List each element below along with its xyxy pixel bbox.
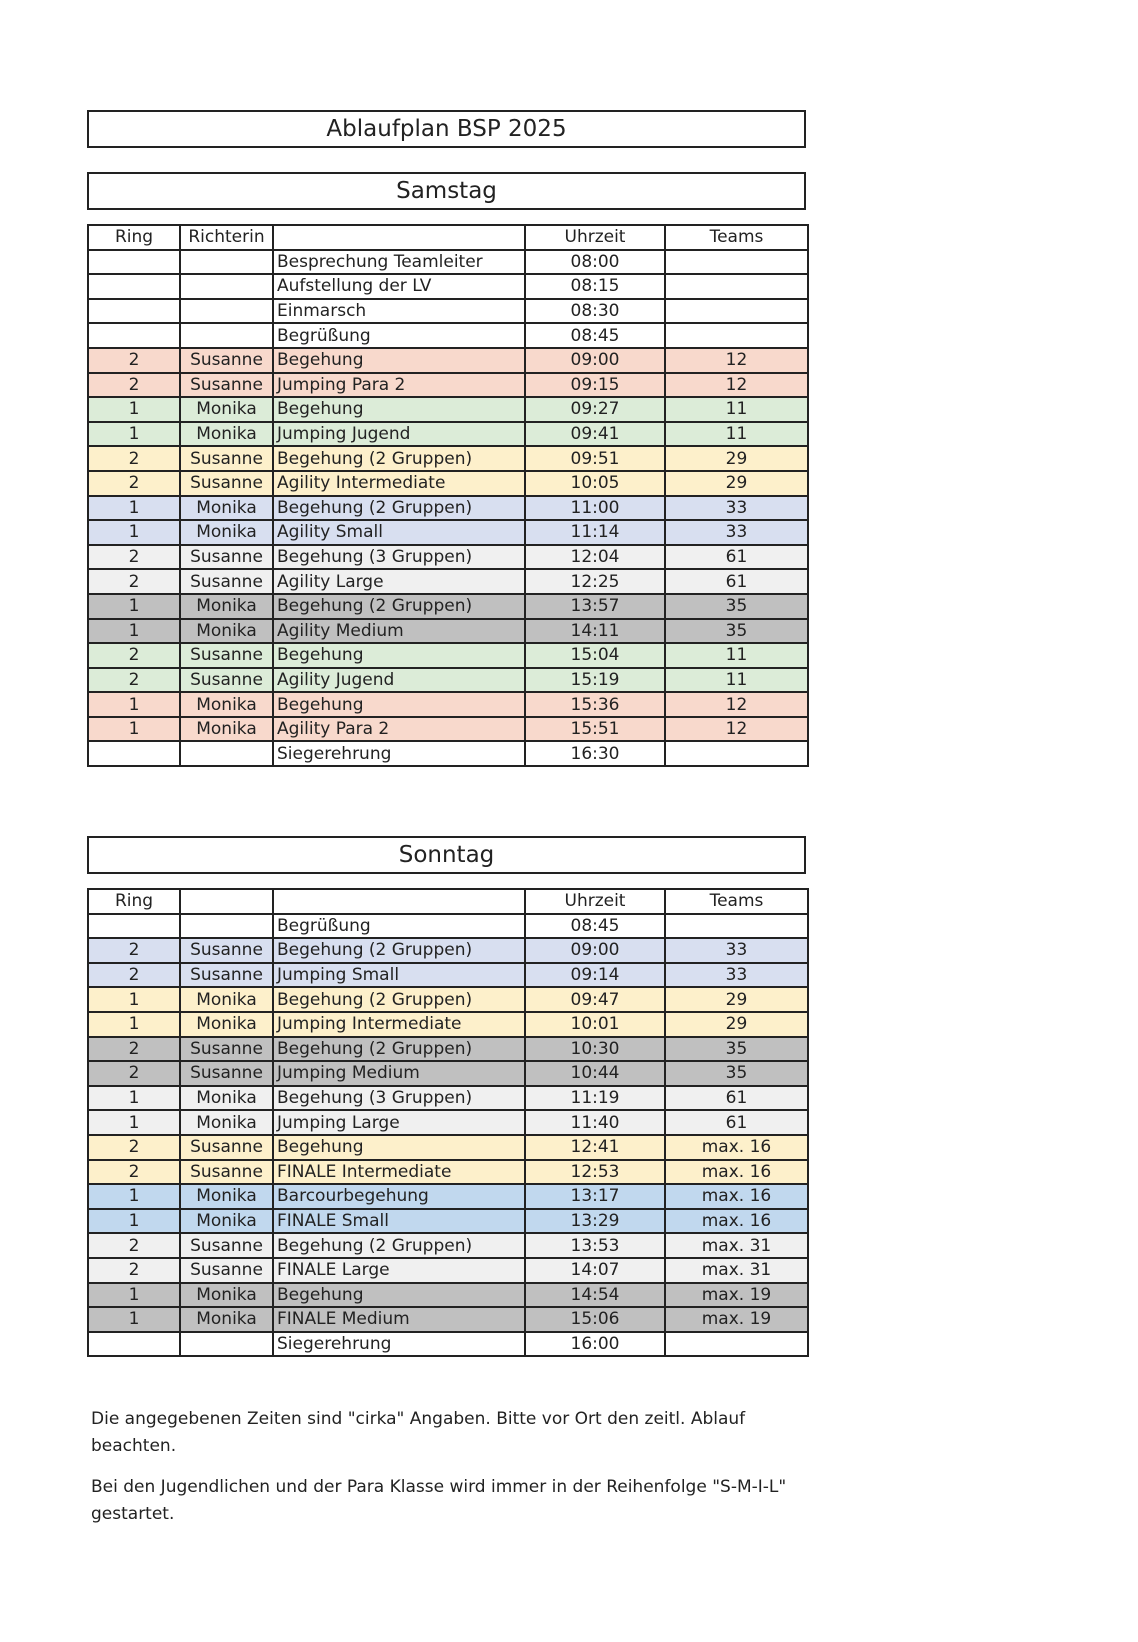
time-cell: 10:30: [525, 1037, 665, 1062]
teams-cell: max. 16: [665, 1160, 808, 1185]
teams-cell: 11: [665, 668, 808, 693]
judge-cell: Monika: [180, 520, 273, 545]
time-cell: 14:07: [525, 1258, 665, 1283]
table-row: [88, 668, 808, 693]
event-cell: Agility Medium: [273, 619, 525, 644]
teams-cell: 12: [665, 373, 808, 398]
event-cell: Begehung (2 Gruppen): [273, 594, 525, 619]
event-cell: Begehung (2 Gruppen): [273, 987, 525, 1012]
time-cell: 09:14: [525, 963, 665, 988]
table-row: [88, 1037, 808, 1062]
ring-cell: 2: [88, 938, 180, 963]
teams-cell: max. 16: [665, 1184, 808, 1209]
event-cell: Begrüßung: [273, 323, 525, 348]
table-row: [88, 938, 808, 963]
table-row: [88, 496, 808, 521]
event-cell: Agility Jugend: [273, 668, 525, 693]
judge-cell: [180, 274, 273, 299]
teams-cell: 33: [665, 496, 808, 521]
time-cell: 08:00: [525, 250, 665, 275]
ring-cell: 2: [88, 1233, 180, 1258]
table-row: [88, 299, 808, 324]
judge-cell: [180, 1332, 273, 1357]
header-time: Uhrzeit: [525, 225, 665, 250]
event-cell: Agility Intermediate: [273, 471, 525, 496]
header-event: [273, 889, 525, 914]
ring-cell: 1: [88, 1110, 180, 1135]
table-row: [88, 1283, 808, 1308]
teams-cell: 61: [665, 1086, 808, 1111]
judge-cell: Monika: [180, 1086, 273, 1111]
judge-cell: Monika: [180, 397, 273, 422]
event-cell: Begehung (2 Gruppen): [273, 1037, 525, 1062]
time-cell: 09:00: [525, 938, 665, 963]
time-cell: 09:51: [525, 446, 665, 471]
table-row: [88, 1110, 808, 1135]
event-cell: Begehung (2 Gruppen): [273, 1233, 525, 1258]
event-cell: Siegerehrung: [273, 741, 525, 766]
teams-cell: 12: [665, 692, 808, 717]
event-cell: Begrüßung: [273, 914, 525, 939]
teams-cell: 12: [665, 348, 808, 373]
ring-cell: 2: [88, 668, 180, 693]
judge-cell: Susanne: [180, 1061, 273, 1086]
teams-cell: 11: [665, 643, 808, 668]
header-ring: Ring: [88, 225, 180, 250]
time-cell: 10:44: [525, 1061, 665, 1086]
teams-cell: 11: [665, 397, 808, 422]
teams-cell: [665, 914, 808, 939]
ring-cell: [88, 299, 180, 324]
table-row: [88, 1184, 808, 1209]
judge-cell: Monika: [180, 987, 273, 1012]
time-cell: 16:30: [525, 741, 665, 766]
teams-cell: [665, 274, 808, 299]
ring-cell: 2: [88, 373, 180, 398]
time-cell: 14:11: [525, 619, 665, 644]
header-time: Uhrzeit: [525, 889, 665, 914]
ring-cell: 2: [88, 471, 180, 496]
header-teams: Teams: [665, 225, 808, 250]
teams-cell: [665, 741, 808, 766]
event-cell: FINALE Medium: [273, 1307, 525, 1332]
event-cell: Begehung (2 Gruppen): [273, 446, 525, 471]
sunday-title: Sonntag: [87, 836, 806, 874]
time-cell: 08:45: [525, 323, 665, 348]
table-header-row: [88, 889, 808, 914]
ring-cell: 1: [88, 496, 180, 521]
teams-cell: max. 19: [665, 1307, 808, 1332]
time-cell: 13:53: [525, 1233, 665, 1258]
teams-cell: 29: [665, 471, 808, 496]
event-cell: Aufstellung der LV: [273, 274, 525, 299]
judge-cell: Susanne: [180, 545, 273, 570]
time-cell: 08:30: [525, 299, 665, 324]
teams-cell: max. 31: [665, 1258, 808, 1283]
judge-cell: Monika: [180, 717, 273, 742]
teams-cell: max. 16: [665, 1135, 808, 1160]
time-cell: 15:04: [525, 643, 665, 668]
judge-cell: Susanne: [180, 471, 273, 496]
event-cell: Agility Large: [273, 569, 525, 594]
header-judge: [180, 889, 273, 914]
teams-cell: [665, 323, 808, 348]
sunday-schedule-body: [88, 889, 808, 1356]
ring-cell: [88, 1332, 180, 1357]
time-cell: 15:51: [525, 717, 665, 742]
ring-cell: 2: [88, 545, 180, 570]
table-row: [88, 987, 808, 1012]
teams-cell: 33: [665, 938, 808, 963]
saturday-title: Samstag: [87, 172, 806, 210]
time-cell: 16:00: [525, 1332, 665, 1357]
event-cell: Agility Para 2: [273, 717, 525, 742]
ring-cell: 1: [88, 717, 180, 742]
event-cell: Jumping Small: [273, 963, 525, 988]
table-row: [88, 1332, 808, 1357]
document-title: Ablaufplan BSP 2025: [87, 110, 806, 148]
table-row: [88, 1307, 808, 1332]
table-row: [88, 397, 808, 422]
event-cell: Begehung: [273, 643, 525, 668]
time-cell: 09:27: [525, 397, 665, 422]
teams-cell: 61: [665, 569, 808, 594]
table-row: [88, 274, 808, 299]
teams-cell: 61: [665, 1110, 808, 1135]
judge-cell: Monika: [180, 619, 273, 644]
event-cell: Begehung (3 Gruppen): [273, 545, 525, 570]
judge-cell: Susanne: [180, 643, 273, 668]
judge-cell: Susanne: [180, 1160, 273, 1185]
table-row: [88, 1086, 808, 1111]
table-row: [88, 545, 808, 570]
ring-cell: 2: [88, 1258, 180, 1283]
table-row: [88, 446, 808, 471]
ring-cell: [88, 741, 180, 766]
judge-cell: Monika: [180, 1307, 273, 1332]
header-event: [273, 225, 525, 250]
teams-cell: 35: [665, 1061, 808, 1086]
event-cell: Siegerehrung: [273, 1332, 525, 1357]
time-cell: 10:05: [525, 471, 665, 496]
teams-cell: [665, 299, 808, 324]
ring-cell: 1: [88, 1209, 180, 1234]
event-cell: Agility Small: [273, 520, 525, 545]
ring-cell: 1: [88, 594, 180, 619]
ring-cell: 2: [88, 963, 180, 988]
event-cell: Besprechung Teamleiter: [273, 250, 525, 275]
table-row: [88, 348, 808, 373]
teams-cell: max. 16: [665, 1209, 808, 1234]
event-cell: Begehung: [273, 692, 525, 717]
time-cell: 09:41: [525, 422, 665, 447]
event-cell: Jumping Para 2: [273, 373, 525, 398]
time-cell: 13:17: [525, 1184, 665, 1209]
ring-cell: 1: [88, 520, 180, 545]
table-row: [88, 250, 808, 275]
time-cell: 12:53: [525, 1160, 665, 1185]
ring-cell: 2: [88, 569, 180, 594]
judge-cell: Susanne: [180, 1258, 273, 1283]
event-cell: Begehung (2 Gruppen): [273, 938, 525, 963]
ring-cell: 1: [88, 397, 180, 422]
teams-cell: 12: [665, 717, 808, 742]
teams-cell: 29: [665, 987, 808, 1012]
ring-cell: 1: [88, 692, 180, 717]
table-row: [88, 914, 808, 939]
judge-cell: Susanne: [180, 1037, 273, 1062]
time-cell: 14:54: [525, 1283, 665, 1308]
judge-cell: Monika: [180, 1209, 273, 1234]
event-cell: Begehung: [273, 1283, 525, 1308]
time-cell: 08:15: [525, 274, 665, 299]
time-cell: 13:57: [525, 594, 665, 619]
table-row: [88, 373, 808, 398]
header-ring: Ring: [88, 889, 180, 914]
ring-cell: [88, 250, 180, 275]
time-cell: 09:47: [525, 987, 665, 1012]
teams-cell: 61: [665, 545, 808, 570]
event-cell: FINALE Large: [273, 1258, 525, 1283]
table-row: [88, 471, 808, 496]
time-cell: 11:19: [525, 1086, 665, 1111]
time-cell: 11:40: [525, 1110, 665, 1135]
ring-cell: 2: [88, 1135, 180, 1160]
ring-cell: 1: [88, 619, 180, 644]
event-cell: Jumping Jugend: [273, 422, 525, 447]
ring-cell: [88, 274, 180, 299]
judge-cell: [180, 741, 273, 766]
table-row: [88, 1258, 808, 1283]
judge-cell: Susanne: [180, 1233, 273, 1258]
event-cell: Jumping Intermediate: [273, 1012, 525, 1037]
sunday-schedule-table: [87, 888, 809, 1357]
teams-cell: 35: [665, 1037, 808, 1062]
time-cell: 15:36: [525, 692, 665, 717]
table-row: [88, 741, 808, 766]
teams-cell: 29: [665, 1012, 808, 1037]
time-cell: 10:01: [525, 1012, 665, 1037]
ring-cell: [88, 914, 180, 939]
time-cell: 12:41: [525, 1135, 665, 1160]
teams-cell: [665, 1332, 808, 1357]
judge-cell: Susanne: [180, 446, 273, 471]
event-cell: FINALE Intermediate: [273, 1160, 525, 1185]
event-cell: Begehung (2 Gruppen): [273, 496, 525, 521]
event-cell: Barcourbegehung: [273, 1184, 525, 1209]
time-cell: 11:00: [525, 496, 665, 521]
event-cell: Begehung (3 Gruppen): [273, 1086, 525, 1111]
ring-cell: [88, 323, 180, 348]
judge-cell: [180, 323, 273, 348]
judge-cell: Susanne: [180, 938, 273, 963]
ring-cell: 2: [88, 1160, 180, 1185]
teams-cell: 33: [665, 520, 808, 545]
event-cell: Einmarsch: [273, 299, 525, 324]
header-judge: Richterin: [180, 225, 273, 250]
judge-cell: Susanne: [180, 1135, 273, 1160]
event-cell: FINALE Small: [273, 1209, 525, 1234]
saturday-schedule-table: [87, 224, 809, 767]
teams-cell: max. 19: [665, 1283, 808, 1308]
ring-cell: 2: [88, 1061, 180, 1086]
ring-cell: 2: [88, 643, 180, 668]
table-row: [88, 1233, 808, 1258]
table-row: [88, 963, 808, 988]
teams-cell: 11: [665, 422, 808, 447]
header-teams: Teams: [665, 889, 808, 914]
event-cell: Jumping Large: [273, 1110, 525, 1135]
ring-cell: 1: [88, 1184, 180, 1209]
judge-cell: Monika: [180, 1012, 273, 1037]
judge-cell: Monika: [180, 496, 273, 521]
table-row: [88, 643, 808, 668]
teams-cell: 33: [665, 963, 808, 988]
ring-cell: 2: [88, 348, 180, 373]
judge-cell: Monika: [180, 594, 273, 619]
judge-cell: Monika: [180, 422, 273, 447]
table-row: [88, 1135, 808, 1160]
ring-cell: 1: [88, 1086, 180, 1111]
teams-cell: 29: [665, 446, 808, 471]
judge-cell: Susanne: [180, 963, 273, 988]
ring-cell: 1: [88, 1283, 180, 1308]
ring-cell: 1: [88, 422, 180, 447]
table-row: [88, 520, 808, 545]
event-cell: Begehung: [273, 1135, 525, 1160]
table-header-row: [88, 225, 808, 250]
judge-cell: [180, 299, 273, 324]
ring-cell: 1: [88, 1307, 180, 1332]
teams-cell: max. 31: [665, 1233, 808, 1258]
judge-cell: Monika: [180, 1110, 273, 1135]
note-start-order: Bei den Jugendlichen und der Para Klasse wird immer in der Reihenfolge "S-M-I-L" gestartet.: [91, 1477, 787, 1524]
time-cell: 13:29: [525, 1209, 665, 1234]
ring-cell: 1: [88, 1012, 180, 1037]
table-row: [88, 692, 808, 717]
time-cell: 12:04: [525, 545, 665, 570]
event-cell: Begehung: [273, 397, 525, 422]
table-row: [88, 619, 808, 644]
judge-cell: Susanne: [180, 569, 273, 594]
table-row: [88, 1012, 808, 1037]
judge-cell: [180, 914, 273, 939]
time-cell: 09:15: [525, 373, 665, 398]
judge-cell: Monika: [180, 1283, 273, 1308]
event-cell: Begehung: [273, 348, 525, 373]
table-row: [88, 1209, 808, 1234]
judge-cell: Monika: [180, 1184, 273, 1209]
judge-cell: Susanne: [180, 348, 273, 373]
table-row: [88, 323, 808, 348]
judge-cell: Monika: [180, 692, 273, 717]
event-cell: Jumping Medium: [273, 1061, 525, 1086]
table-row: [88, 422, 808, 447]
teams-cell: [665, 250, 808, 275]
saturday-schedule-body: [88, 225, 808, 766]
ring-cell: 2: [88, 446, 180, 471]
note-approximate-times: Die angegebenen Zeiten sind "cirka" Angaben. Bitte vor Ort den zeitl. Ablauf beachten.: [91, 1409, 746, 1456]
time-cell: 08:45: [525, 914, 665, 939]
table-row: [88, 717, 808, 742]
time-cell: 11:14: [525, 520, 665, 545]
teams-cell: 35: [665, 594, 808, 619]
table-row: [88, 594, 808, 619]
judge-cell: [180, 250, 273, 275]
time-cell: 15:06: [525, 1307, 665, 1332]
table-row: [88, 1160, 808, 1185]
judge-cell: Susanne: [180, 668, 273, 693]
table-row: [88, 569, 808, 594]
ring-cell: 1: [88, 987, 180, 1012]
time-cell: 12:25: [525, 569, 665, 594]
time-cell: 09:00: [525, 348, 665, 373]
judge-cell: Susanne: [180, 373, 273, 398]
ring-cell: 2: [88, 1037, 180, 1062]
teams-cell: 35: [665, 619, 808, 644]
table-row: [88, 1061, 808, 1086]
time-cell: 15:19: [525, 668, 665, 693]
